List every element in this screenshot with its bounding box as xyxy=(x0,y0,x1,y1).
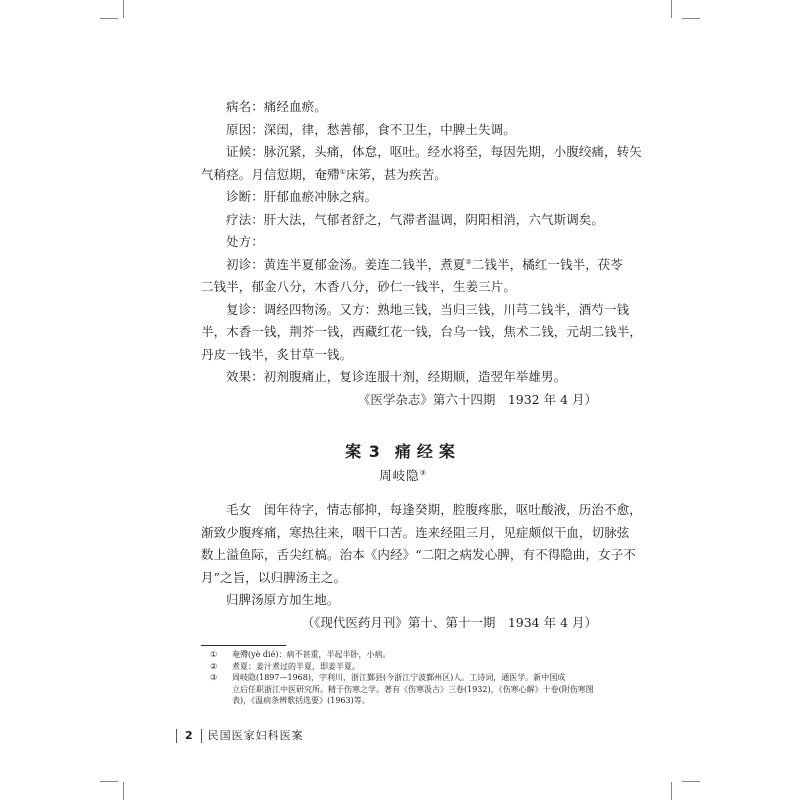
footnote-1-text: 奄殢(yè dié)：病不甚重，半起半卧，小病。 xyxy=(232,650,391,659)
crop-mark-bottom-right-h xyxy=(682,781,700,782)
footnote-1-number: ① xyxy=(210,650,218,659)
footnote-3 xyxy=(210,672,610,684)
crop-mark-top-left-h xyxy=(100,18,118,19)
case3-text-line-2: 渐致少腹疼痛，寒热往来，咽干口苦。连来经阻三月，见症颇似干血，切脉弦 xyxy=(201,524,630,540)
follow-up-line-3: 丹皮一钱半，炙甘草一钱。 xyxy=(201,346,353,362)
footnote-2 xyxy=(210,661,610,673)
symptoms-text-a: 气稍痉。月信愆期，奄殢 xyxy=(201,166,340,182)
footnote-3-continued-2: 表)，《温病条辨歌括选要》(1963)等。 xyxy=(232,696,370,705)
page-footer xyxy=(176,728,304,744)
first-visit-line-2: 二钱半，郁金八分，木香八分，砂仁一钱半，生姜三片。 xyxy=(201,279,517,294)
diagnosis-name-line: 病名：痛经血瘀。 xyxy=(226,99,327,114)
case2-source-citation: 《医学杂志》第六十四期 1932 年 4 月） xyxy=(357,391,597,407)
case3-number: 案 3 xyxy=(345,442,381,461)
crop-mark-bottom-right xyxy=(671,782,672,800)
footnotes xyxy=(210,649,610,707)
case3-prescription-line: 归脾汤原方加生地。 xyxy=(226,592,340,607)
case3-title xyxy=(201,439,605,465)
footnote-3-text: 周岐隐(1897—1968)，字利川，浙江鄞县(今浙江宁波鄞州区)人。工诗词，通医学。新中国成 xyxy=(232,673,566,682)
case3-name: 痛经案 xyxy=(394,442,461,461)
footnote-ref-2: ② xyxy=(465,257,472,266)
footnote-1 xyxy=(210,649,610,661)
diagnosis-line: 诊断：肝郁血瘀冲脉之病。 xyxy=(226,189,378,204)
cause-line: 原因：深闺，律，愁善郁，食不卫生，中脾土失调。 xyxy=(226,121,516,137)
case3-author xyxy=(201,465,605,499)
footnote-rule xyxy=(201,645,286,646)
footnote-3-number: ③ xyxy=(210,673,218,682)
crop-mark-top-right xyxy=(671,0,672,18)
therapy-line: 疗法：肝大法，气郁者舒之，气滞者温调，阴阳相消，六气斯调矣。 xyxy=(226,211,605,227)
follow-up-line-1: 复诊：调经四物汤。又方：熟地三钱，当归三钱，川芎二钱半，酒芍一钱 xyxy=(226,301,630,317)
symptoms-line-1: 证候：脉沉紧，头痛，体怠，呕吐。经水将至，每因先期，小腹绞痛，转矢 xyxy=(226,144,642,159)
symptoms-text-b: 床笫，甚为疾苦。 xyxy=(346,166,447,182)
follow-up-line-2: 半，木香一钱，荆芥一钱，西藏红花一钱，台乌一钱，焦术二钱，元胡二钱半， xyxy=(201,324,643,339)
page-number: 2 xyxy=(185,729,193,742)
case3-source-citation: （《现代医药月刊》第十、第十一期 1934 年 4 月） xyxy=(301,614,597,630)
first-visit-text-b: 二钱半，橘红一钱半，茯苓 xyxy=(471,256,623,272)
running-head: 民国医家妇科医案 xyxy=(207,729,304,742)
first-visit-line-1 xyxy=(201,254,623,277)
prescription-heading: 处方： xyxy=(226,234,264,249)
crop-mark-top-right-h xyxy=(682,18,700,19)
crop-mark-bottom-left-h xyxy=(100,781,118,782)
footnote-2-text: 煮夏：姜汁煮过的半夏，即姜半夏。 xyxy=(232,661,360,671)
crop-mark-top-left xyxy=(123,0,124,18)
footnote-3-continued-1: 立后任职浙江中医研究所。精于伤寒之学。著有《伤寒汲古》三卷(1932)，《伤寒心解》十卷(附伤寒图 xyxy=(232,684,594,694)
case3-text-line-3: 数上溢鱼际，舌尖红槁。治本《内经》“二阳之病发心脾，有不得隐曲，女子不 xyxy=(201,547,636,562)
author-name: 周岐隐 xyxy=(379,468,420,483)
first-visit-text-a: 初诊：黄连半夏郁金汤。姜连二钱半，煮夏 xyxy=(226,256,466,272)
footnote-ref-3: ③ xyxy=(419,468,427,477)
case3-text-line-1: 毛女 闺年待字，情志郁抑，每逢癸期，腔腹疼胀，呕吐酸液，历治不愈， xyxy=(226,502,642,517)
footnote-ref-1: ① xyxy=(339,167,346,176)
folio-divider-right xyxy=(201,729,202,743)
folio-divider-left xyxy=(176,729,177,743)
case3-text-line-4: 月”之旨，以归脾汤主之。 xyxy=(201,569,347,585)
footnote-2-number: ② xyxy=(210,661,218,671)
symptoms-line-2 xyxy=(201,164,605,187)
crop-mark-bottom-left xyxy=(123,782,124,800)
page-body xyxy=(201,96,643,634)
outcome-line: 效果：初剂腹痛止，复诊连服十剂，经期顺，造翌年举雄男。 xyxy=(226,369,567,384)
